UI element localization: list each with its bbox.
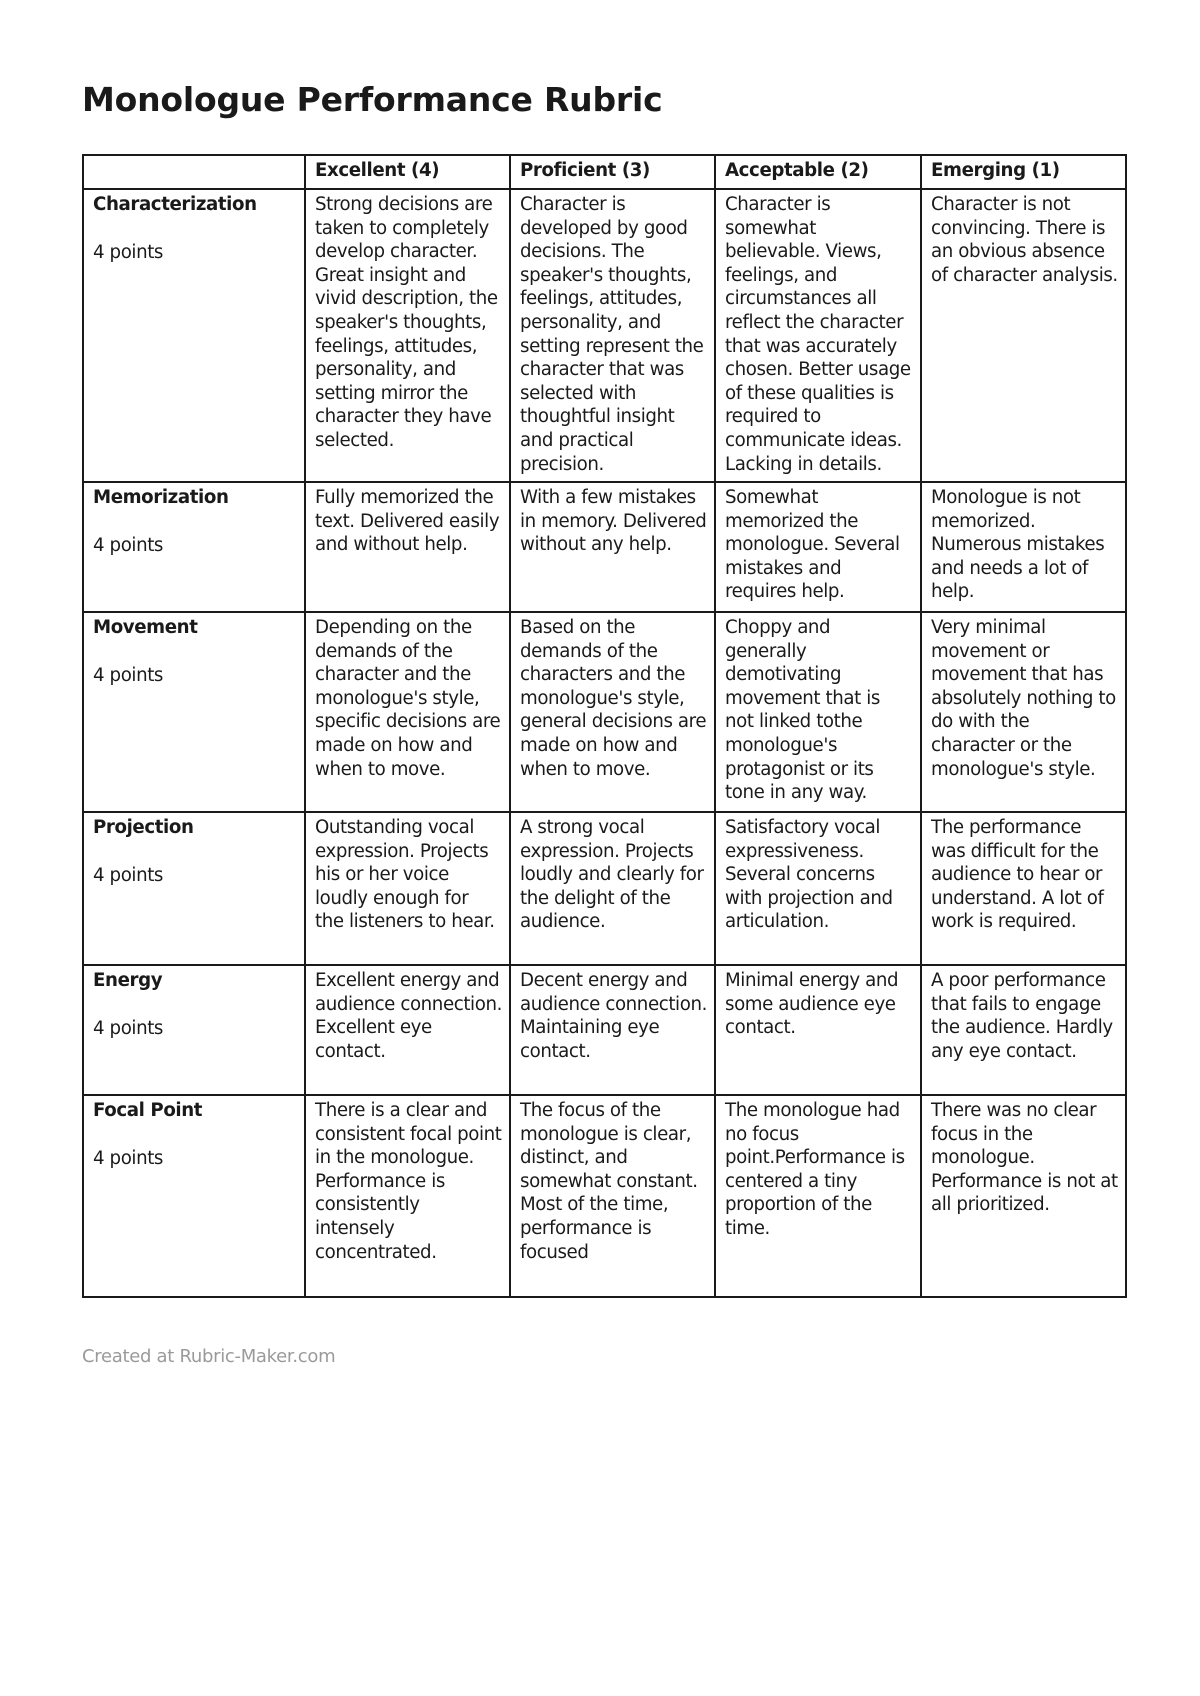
row-energy — [83, 965, 1126, 1095]
criterion-cell — [83, 1095, 305, 1297]
cell-excellent: Fully memorized the text. Delivered easily and without help. — [305, 482, 510, 612]
cell-acceptable: Choppy and generally demotivating movement that is not linked tothe monologue's protagonist or its tone in any way. — [715, 612, 921, 812]
cell-excellent: Outstanding vocal expression. Projects his or her voice loudly enough for the listeners to hear. — [305, 812, 510, 965]
criterion-name: Projection — [93, 817, 194, 838]
header-proficient: Proficient (3) — [510, 155, 715, 189]
cell-acceptable: Minimal energy and some audience eye contact. — [715, 965, 921, 1095]
criterion-cell — [83, 812, 305, 965]
criterion-name: Movement — [93, 617, 198, 638]
row-projection — [83, 812, 1126, 965]
row-movement — [83, 612, 1126, 812]
row-focal-point — [83, 1095, 1126, 1297]
footer-credit: Created at Rubric-Maker.com — [82, 1346, 336, 1367]
header-acceptable: Acceptable (2) — [715, 155, 921, 189]
cell-emerging: Very minimal movement or movement that has absolutely nothing to do with the character or the monologue's style. — [921, 612, 1126, 812]
criterion-name: Focal Point — [93, 1100, 203, 1121]
criterion-name: Memorization — [93, 487, 229, 508]
rubric-table — [82, 154, 1127, 1298]
row-memorization — [83, 482, 1126, 612]
cell-emerging: There was no clear focus in the monologue. Performance is not at all prioritized. — [921, 1095, 1126, 1297]
page-title: Monologue Performance Rubric — [82, 80, 663, 119]
criterion-cell — [83, 965, 305, 1095]
cell-acceptable: The monologue had no focus point.Performance is centered a tiny proportion of the time. — [715, 1095, 921, 1297]
cell-proficient: Based on the demands of the characters and the monologue's style, general decisions are made on how and when to move. — [510, 612, 715, 812]
cell-proficient: Decent energy and audience connection. Maintaining eye contact. — [510, 965, 715, 1095]
cell-excellent: Depending on the demands of the character and the monologue's style, specific decisions are made on how and when to move. — [305, 612, 510, 812]
cell-proficient: A strong vocal expression. Projects loudly and clearly for the delight of the audience. — [510, 812, 715, 965]
cell-acceptable: Character is somewhat believable. Views, feelings, and circumstances all reflect the character that was accurately chosen. Better usage of these qualities is required to communicate ideas. Lacking in details. — [715, 189, 921, 482]
criterion-points: 4 points — [93, 864, 164, 886]
cell-proficient: The focus of the monologue is clear, distinct, and somewhat constant. Most of the time, performance is focused — [510, 1095, 715, 1297]
cell-proficient: With a few mistakes in memory. Delivered without any help. — [510, 482, 715, 612]
cell-emerging: A poor performance that fails to engage the audience. Hardly any eye contact. — [921, 965, 1126, 1095]
cell-emerging: Character is not convincing. There is an obvious absence of character analysis. — [921, 189, 1126, 482]
cell-excellent: There is a clear and consistent focal point in the monologue. Performance is consistently intensely concentrated. — [305, 1095, 510, 1297]
row-characterization — [83, 189, 1126, 482]
criterion-cell — [83, 482, 305, 612]
cell-excellent: Strong decisions are taken to completely develop character. Great insight and vivid description, the speaker's thoughts, feelings, attitudes, personality, and setting mirror the character they have selected. — [305, 189, 510, 482]
header-excellent: Excellent (4) — [305, 155, 510, 189]
cell-emerging: Monologue is not memorized. Numerous mistakes and needs a lot of help. — [921, 482, 1126, 612]
criterion-cell — [83, 189, 305, 482]
header-criteria — [83, 155, 305, 189]
criterion-points: 4 points — [93, 1017, 164, 1039]
cell-proficient: Character is developed by good decisions. The speaker's thoughts, feelings, attitudes, personality, and setting represent the character that was selected with thoughtful insight and practical precision. — [510, 189, 715, 482]
cell-excellent: Excellent energy and audience connection. Excellent eye contact. — [305, 965, 510, 1095]
cell-acceptable: Somewhat memorized the monologue. Several mistakes and requires help. — [715, 482, 921, 612]
criterion-points: 4 points — [93, 1147, 164, 1169]
criterion-points: 4 points — [93, 241, 164, 263]
criterion-points: 4 points — [93, 664, 164, 686]
cell-acceptable: Satisfactory vocal expressiveness. Several concerns with projection and articulation. — [715, 812, 921, 965]
cell-emerging: The performance was difficult for the audience to hear or understand. A lot of work is required. — [921, 812, 1126, 965]
header-emerging: Emerging (1) — [921, 155, 1126, 189]
criterion-name: Energy — [93, 970, 163, 991]
header-row — [83, 155, 1126, 189]
criterion-points: 4 points — [93, 534, 164, 556]
criterion-name: Characterization — [93, 194, 257, 215]
criterion-cell — [83, 612, 305, 812]
